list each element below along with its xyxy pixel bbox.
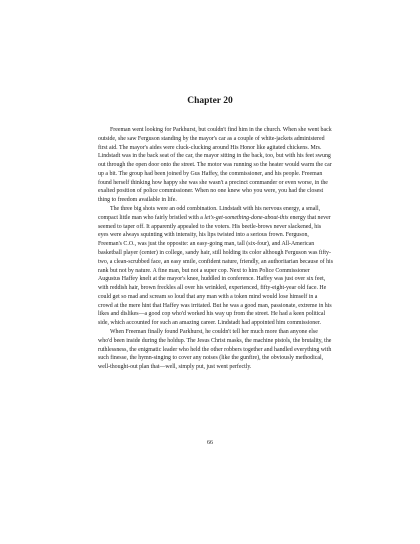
- emphasized-text: let's-get-something-done-about-this: [204, 214, 289, 221]
- paragraph: [98, 328, 333, 372]
- paragraph: [98, 205, 333, 328]
- paragraph-text: When Freeman finally found Parkhurst, he couldn't tell her much more than anyone else who'd been inside during the holdup. The Jesus Christ masks, the machine pistols, the brutality, the ruthlessness, the enigmatic leader who held the other robbers together and handled everything with such finesse, the hymn-singing to cover any noises (like the gunfire), the obviously methodical, well-thought-out plan that—well, simply put, just went perfectly.: [98, 328, 332, 371]
- page-number: 66: [207, 440, 213, 446]
- paragraph-text: energy that never seemed to taper off. It apparently appealed to the voters. His beetle-brows never slackened, his eyes were always squinting with intensity, his lips twisted into a serious frown. Ferguson, Freeman's C.O., was just the opposite: an easy-going man, tall (six-four), and All-American basketball player (center) in college, sandy hair, still holding its color although Ferguson was fifty-two, a clean-scrubbed face, an easy smile, confident nature, friendly, an authoritarian because of his rank but not by nature. A fine man, but not a super cop. Next to him Police Commissioner Augustus Haffey knelt at the mayor's knee, huddled in conference. Haffey was just over six feet, with reddish hair, brown freckles all over his wrinkled, experienced, fifty-eight-year old face. He could get so mad and scream so loud that any man with a token mind would lose himself in a crowd at the mere hint that Haffey was irritated. But he was a good man, passionate, extreme in his likes and dislikes—a good cop who'd worked his way up from the street. He had a keen political side, which accounted for such an amazing career. Lindstadt had appointed him commissioner.: [98, 214, 333, 327]
- chapter-title: Chapter 20: [187, 96, 233, 106]
- paragraph-text: Freeman went looking for Parkhurst, but couldn't find him in the church. When she went back outside, she saw Ferguson standing by the mayor's car as a couple of white-jackets administered first aid. The mayor's aides were cluck-clucking around His Honor like agitated chickens. Mrs. Lindstadt was in the back seat of the car, the mayor sitting in the back, too, but with his feet swung out through the open door onto the street. The motor was running so the heater would warm the car up a bit. The group had been joined by Gus Haffey, the commissioner, and his people. Freeman found herself thinking how happy she was she wasn't a precinct commander or even worse, in the exalted position of police commissioner. When no one knew who you were, you had the closest thing to freedom available in life.: [98, 127, 332, 204]
- body-text: [98, 126, 333, 372]
- paragraph: [98, 126, 333, 205]
- paragraph-text: The three big shots were an odd combination. Lindstadt with his nervous energy, a small, compact little man who fairly bristled with a: [98, 206, 321, 221]
